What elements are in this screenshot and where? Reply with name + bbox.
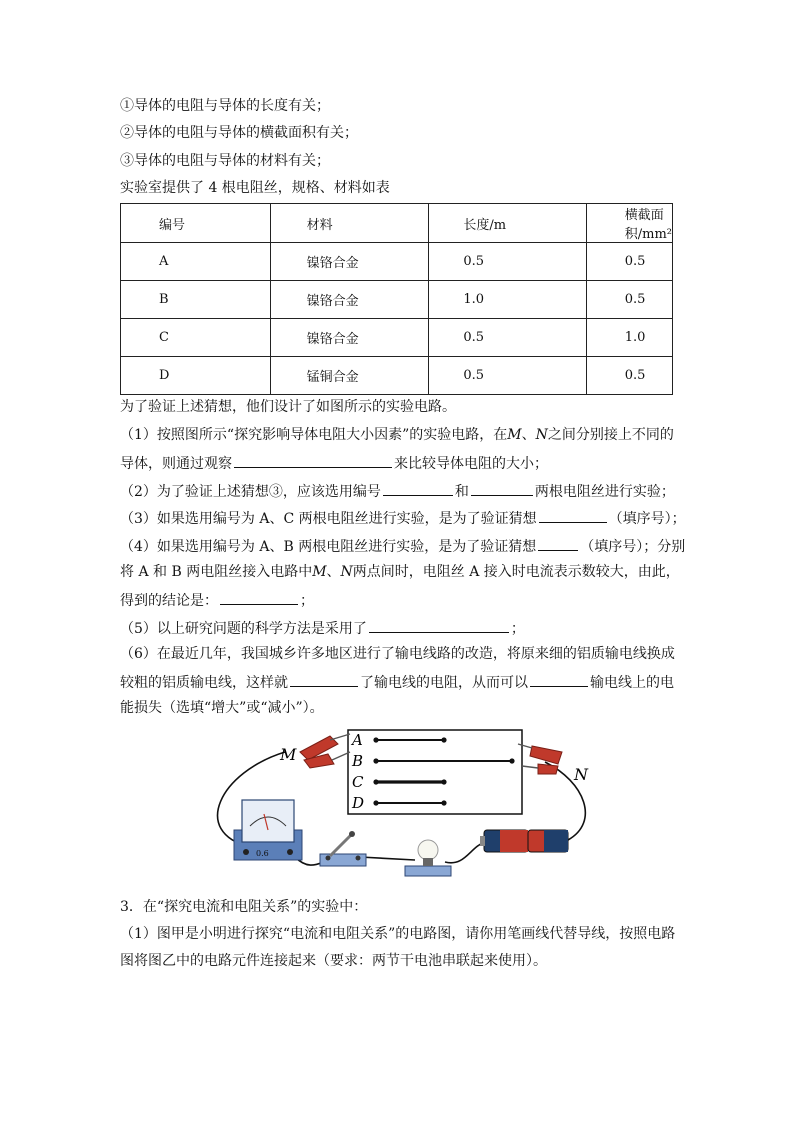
q3-text-a: （3）如果选用编号为 A、C 两根电阻丝进行实验，是为了验证猜想 [120, 511, 537, 527]
question-6-line-2 [120, 672, 674, 692]
cell-length: 0.5 [429, 319, 586, 357]
q4-text-c: 将 A 和 B 两电阻丝接入电路中 [120, 564, 313, 580]
q6-text-c: 输电线上的电 [590, 675, 674, 691]
var-m: M [312, 564, 327, 580]
knife-switch-icon [320, 831, 366, 866]
q2-text-b: 和 [454, 484, 469, 500]
cell-material: 镍铬合金 [270, 319, 429, 357]
question-5 [120, 618, 525, 638]
question-4-line-3 [120, 590, 314, 610]
cell-id: C [121, 319, 271, 357]
answer-blank-q4-b[interactable] [220, 590, 298, 605]
answer-blank-q4-a[interactable] [538, 536, 578, 551]
cell-length: 0.5 [429, 357, 586, 395]
q4-sep: 、 [326, 564, 341, 580]
battery-icon [480, 830, 568, 852]
cell-id: D [121, 357, 271, 395]
resistance-wire-table [120, 203, 673, 395]
hypothesis-3: ③导体的电阻与导体的材料有关； [120, 153, 330, 169]
problem-3-title: 3．在“探究电流和电阻关系”的实验中： [120, 899, 368, 915]
table-row [121, 281, 673, 319]
cell-material: 锰铜合金 [270, 357, 429, 395]
question-4-line-2 [120, 563, 680, 581]
cell-length: 1.0 [429, 281, 586, 319]
cell-material: 镍铬合金 [270, 243, 429, 281]
q4-text-f: ； [300, 593, 314, 609]
question-6-line-3: 能损失（选填“增大”或“减小”）。 [120, 700, 324, 716]
cell-material: 镍铬合金 [270, 281, 429, 319]
q4-text-e: 得到的结论是： [120, 593, 218, 609]
table-intro: 实验室提供了 4 根电阻丝，规格、材料如表 [120, 180, 390, 196]
problem-3-part-1-line-2: 图将图乙中的电路元件连接起来（要求：两节干电池串联起来使用）。 [120, 953, 547, 969]
table-header-row [121, 204, 673, 243]
cell-area: 1.0 [586, 319, 672, 357]
q5-text-b: ； [510, 621, 525, 637]
q5-text-a: （5）以上研究问题的科学方法是采用了 [120, 621, 367, 637]
var-n: N [535, 427, 548, 443]
q3-text-b: （填序号）； [608, 511, 686, 527]
var-n: N [340, 564, 353, 580]
problem-3-part-1-line-1: （1）图甲是小明进行探究“电流和电阻关系”的电路图，请你用笔画线代替导线，按照电路 [120, 926, 676, 942]
cell-area: 0.5 [586, 281, 672, 319]
answer-blank-q2-b[interactable] [471, 481, 533, 496]
q6-text-b: 了输电线的电阻，从而可以 [360, 675, 528, 691]
q4-text-a: （4）如果选用编号为 A、B 两根电阻丝进行实验，是为了验证猜想 [120, 539, 537, 555]
q2-text-c: 两根电阻丝进行实验； [534, 484, 675, 500]
wire-label-b: B [352, 752, 364, 770]
answer-blank-q2-a[interactable] [383, 481, 453, 496]
wire-switch-bulb [360, 857, 415, 860]
header-length: 长度/m [429, 204, 586, 243]
question-1-line-1 [120, 426, 674, 444]
alligator-clip-n-icon [518, 744, 562, 774]
header-material: 材料 [270, 204, 429, 243]
q4-text-b: （填序号）；分别 [580, 539, 686, 555]
table-row [121, 319, 673, 357]
answer-blank-q3[interactable] [539, 508, 607, 523]
light-bulb-icon [405, 840, 451, 876]
answer-blank-q6-a[interactable] [290, 672, 358, 687]
wire-bulb-battery [445, 842, 485, 863]
cell-area: 0.5 [586, 357, 672, 395]
question-3 [120, 508, 686, 528]
q6-text-a: 较粗的铝质输电线，这样就 [120, 675, 288, 691]
cell-id: B [121, 281, 271, 319]
header-area: 横截面积/mm² [586, 204, 672, 243]
q1-text-c: 导体，则通过观察 [120, 456, 232, 472]
cell-area: 0.5 [586, 243, 672, 281]
question-2 [120, 481, 675, 501]
cell-length: 0.5 [429, 243, 586, 281]
table-row [121, 243, 673, 281]
wire-label-c: C [352, 773, 364, 791]
answer-blank-q6-b[interactable] [530, 672, 588, 687]
wire-label-d: D [352, 794, 365, 812]
question-4-line-1 [120, 536, 685, 556]
ammeter-icon [234, 800, 302, 860]
var-m: M [507, 427, 522, 443]
alligator-clip-m-icon [300, 734, 350, 768]
question-6-line-1: （6）在最近几年，我国城乡许多地区进行了输电线路的改造，将原来细的铝质输电线换成 [120, 646, 675, 662]
question-1-line-2 [120, 453, 548, 473]
cell-id: A [121, 243, 271, 281]
design-text: 为了验证上述猜想，他们设计了如图所示的实验电路。 [120, 399, 456, 415]
circuit-diagram [200, 722, 620, 892]
answer-blank-q5[interactable] [369, 618, 509, 633]
q2-text-a: （2）为了验证上述猜想③，应该选用编号 [120, 484, 381, 500]
q1-text-b: 之间分别接上不同的 [547, 427, 674, 443]
clip-label-n: N [574, 765, 588, 784]
hypothesis-1: ①导体的电阻与导体的长度有关； [120, 98, 330, 114]
q1-text-d: 来比较导体电阻的大小； [394, 456, 548, 472]
hypothesis-2: ②导体的电阻与导体的横截面积有关； [120, 125, 358, 141]
q1-text-a: （1）按照图所示“探究影响导体电阻大小因素”的实验电路，在 [120, 427, 508, 443]
q4-text-d: 两点间时，电阻丝 A 接入时电流表示数较大，由此， [352, 564, 680, 580]
answer-blank-q1[interactable] [234, 453, 392, 468]
clip-label-m: M [280, 745, 297, 764]
wire-label-a: A [352, 731, 363, 749]
q1-sep: 、 [521, 427, 536, 443]
header-id: 编号 [121, 204, 271, 243]
ammeter-scale-label: 0.6 [256, 849, 269, 858]
table-row [121, 357, 673, 395]
